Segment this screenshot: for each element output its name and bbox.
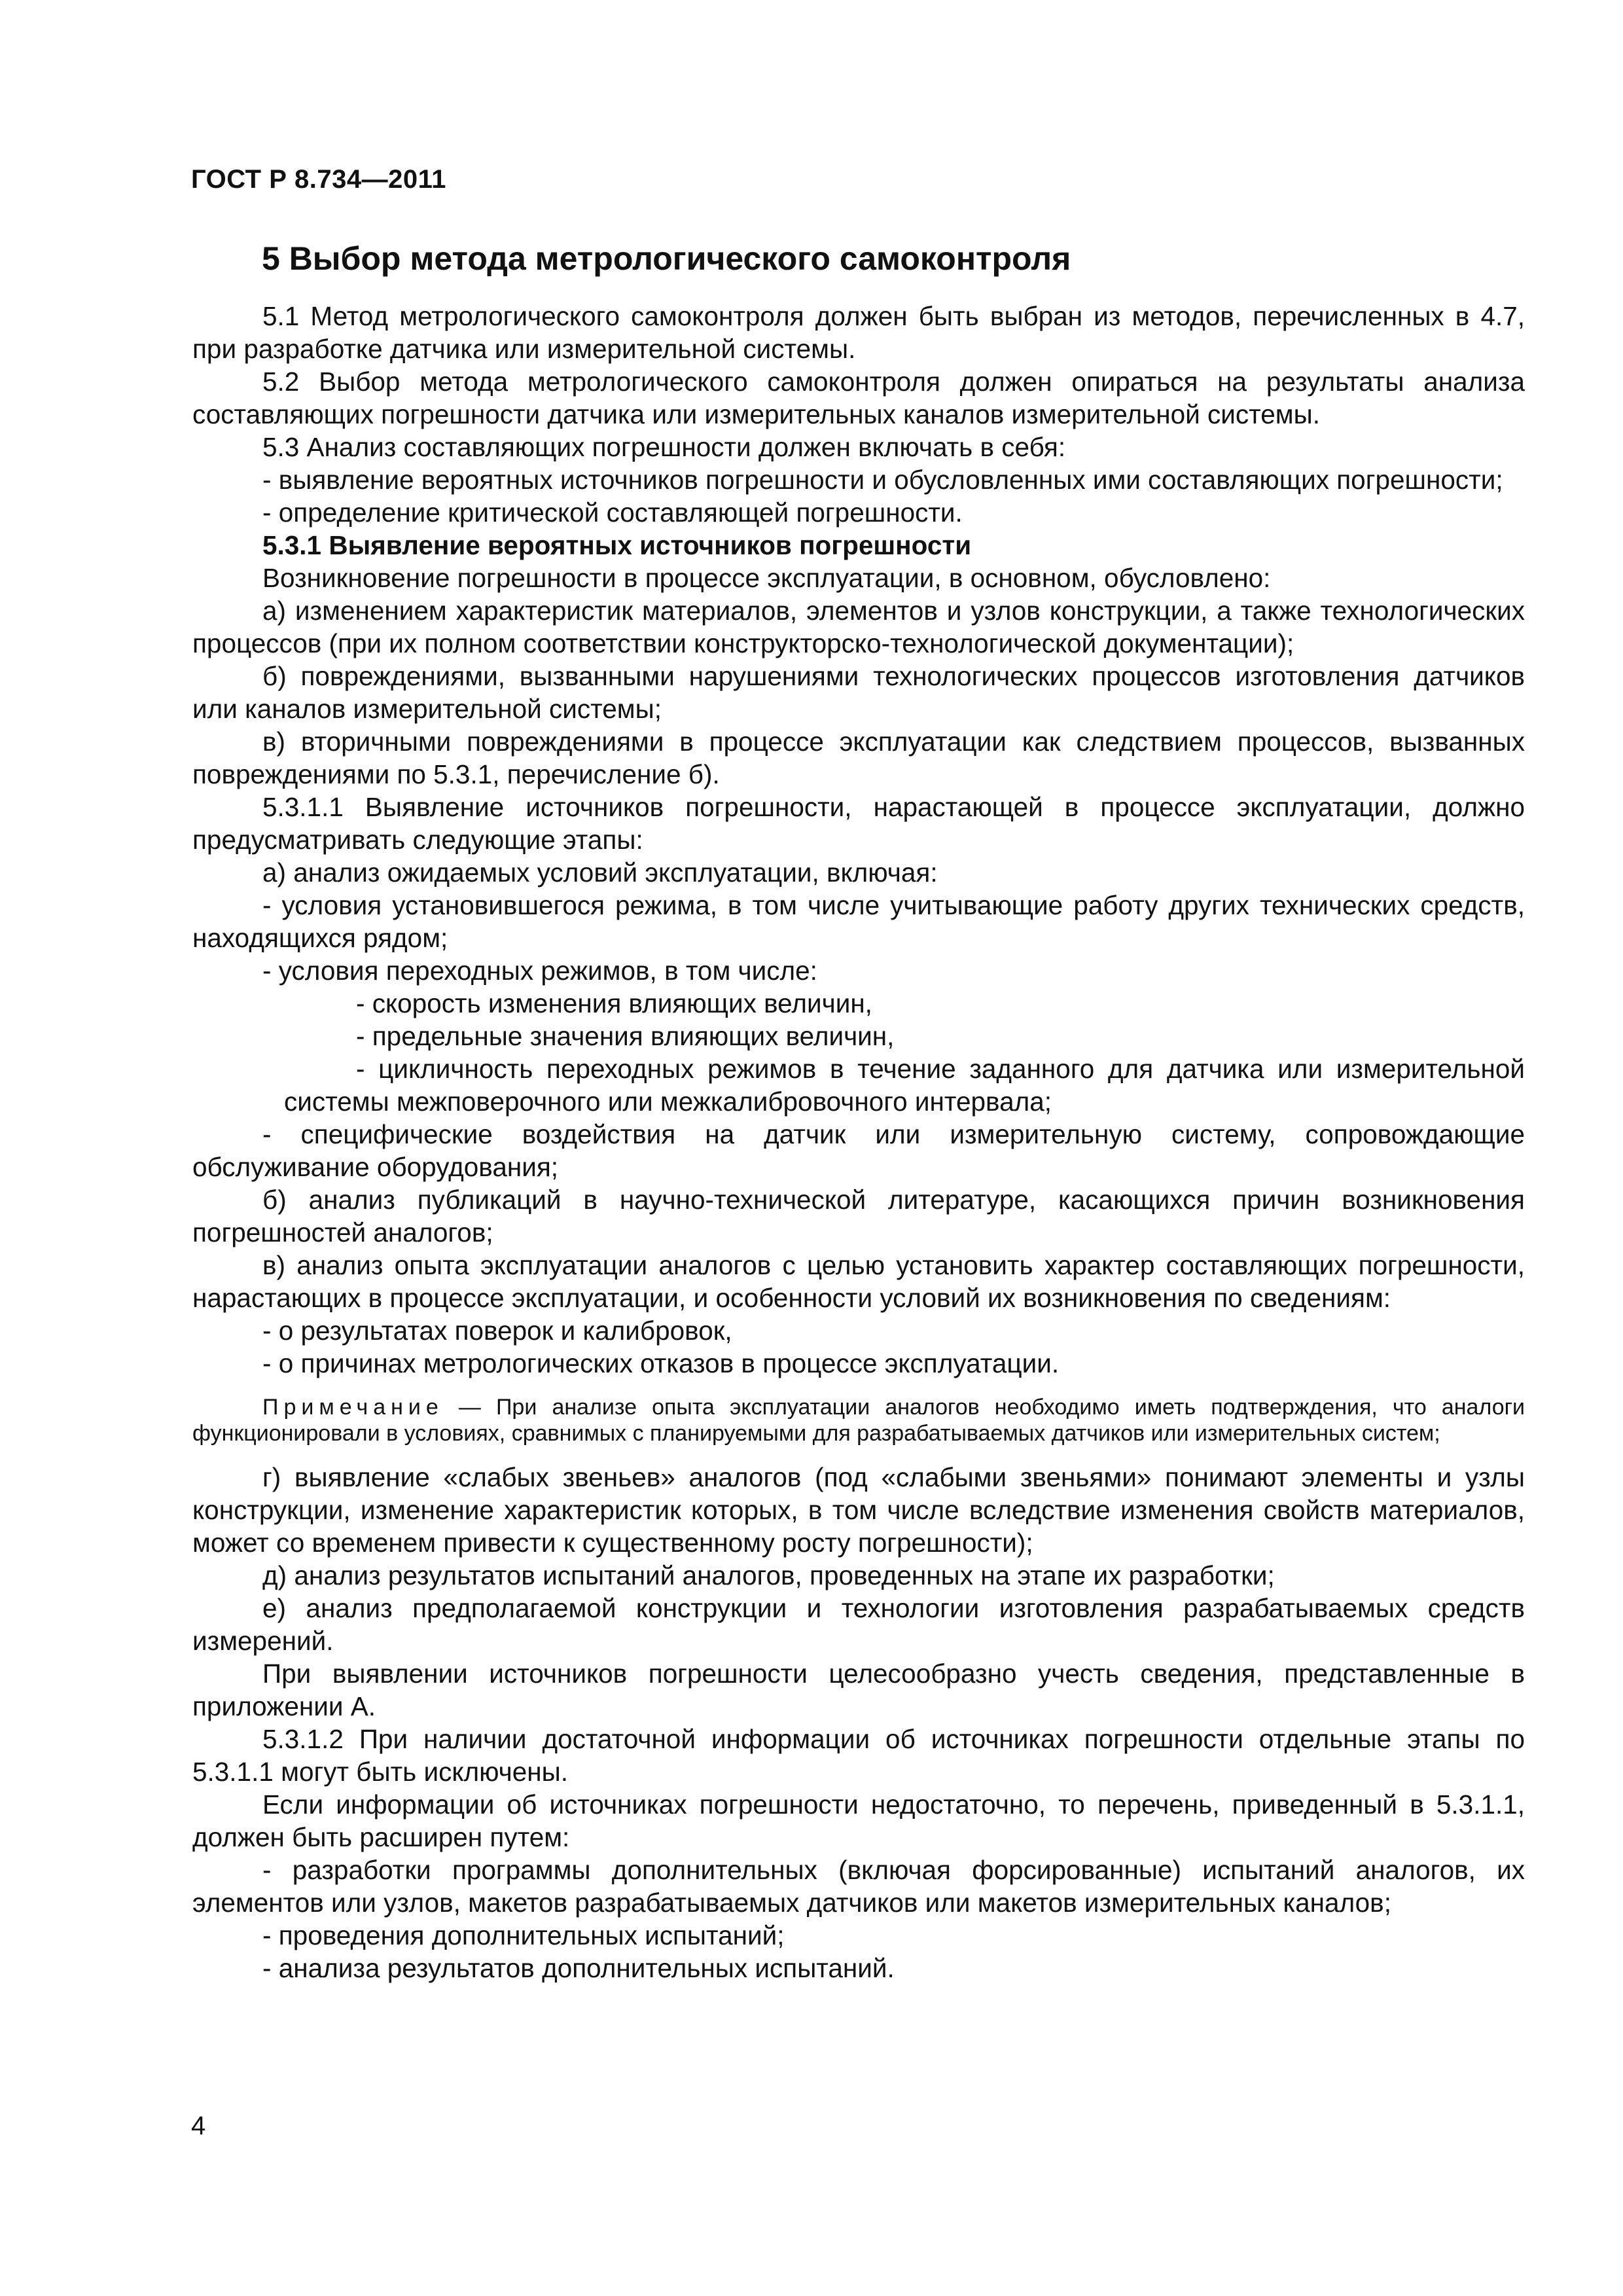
list-item: а) изменением характеристик материалов, элементов и узлов конструкции, а также технологических процессов (при их полном соответствии конструкторско-технологической документации); (192, 596, 1525, 658)
list-item: а) анализ ожидаемых условий эксплуатации, включая: (262, 857, 938, 888)
page-number: 4 (191, 2111, 206, 2140)
section-title: 5 Выбор метода метрологического самоконтроля (262, 240, 1071, 277)
paragraph-5-3: 5.3 Анализ составляющих погрешности должен включать в себя: (262, 432, 1066, 462)
list-item: г) выявление «слабых звеньев» аналогов (под «слабыми звеньями» понимают элементы и узлы конструкции, изменение характеристик которых, в том числе вследствие изменения свойств материалов, может со временем привести к существенному росту погрешности); (192, 1462, 1525, 1558)
paragraph-5-2: 5.2 Выбор метода метрологического самоконтроля должен опираться на результаты анализа составляющих погрешности датчика или измерительных каналов измерительной системы. (192, 367, 1525, 429)
list-item: е) анализ предполагаемой конструкции и технологии изготовления разрабатываемых средств измерений. (192, 1593, 1525, 1656)
list-item: - о причинах метрологических отказов в процессе эксплуатации. (262, 1348, 1060, 1378)
paragraph-5-3-1-2: 5.3.1.2 При наличии достаточной информации об источниках погрешности отдельные этапы по 5.3.1.1 могут быть исключены. (192, 1724, 1525, 1787)
list-item: - специфические воздействия на датчик или измерительную систему, сопровождающие обслуживание оборудования; (192, 1119, 1525, 1182)
paragraph-5-3-1-intro: Возникновение погрешности в процессе эксплуатации, в основном, обусловлено: (262, 563, 1271, 593)
list-item: - проведения дополнительных испытаний; (262, 1920, 785, 1950)
list-item: б) анализ публикаций в научно-технической литературе, касающихся причин возникновения погрешностей аналогов; (192, 1185, 1525, 1247)
list-item: - условия переходных режимов, в том числе: (262, 956, 817, 986)
list-item: - предельные значения влияющих величин, (356, 1021, 895, 1051)
paragraph-5-3-1-2-extension: Если информации об источниках погрешности недостаточно, то перечень, приведенный в 5.3.1.1, должен быть расширен путем: (192, 1789, 1525, 1852)
list-item: в) анализ опыта эксплуатации аналогов с целью установить характер составляющих погрешности, нарастающих в процессе эксплуатации, и особенности условий их возникновения по сведениям: (192, 1250, 1525, 1313)
list-item: б) повреждениями, вызванными нарушениями технологических процессов изготовления датчиков или каналов измерительной системы; (192, 661, 1525, 724)
list-item: д) анализ результатов испытаний аналогов, проведенных на этапе их разработки; (262, 1560, 1275, 1590)
list-item: - скорость изменения влияющих величин, (356, 988, 872, 1018)
list-item: - о результатах поверок и калибровок, (262, 1316, 732, 1346)
list-item: - анализа результатов дополнительных испытаний. (262, 1953, 895, 1983)
note-text: — При анализе опыта эксплуатации аналогов необходимо иметь подтверждения, что аналоги функционировали в условиях, сравнимых с планируемыми для разрабатываемых датчиков или измерительных систем; (192, 1395, 1525, 1446)
list-item: - цикличность переходных режимов в течение заданного для датчика или измерительной системы межповерочного или межкалибровочного интервала; (284, 1054, 1525, 1117)
subsection-title-5-3-1: 5.3.1 Выявление вероятных источников погрешности (262, 530, 972, 560)
list-item: в) вторичными повреждениями в процессе эксплуатации как следствием процессов, вызванных повреждениями по 5.3.1, перечисление б). (192, 726, 1525, 789)
document-body (192, 300, 1525, 1984)
list-item: - определение критической составляющей погрешности. (262, 497, 963, 528)
list-item: - выявление вероятных источников погрешности и обусловленных ими составляющих погрешности; (262, 465, 1503, 495)
note-label: Примечание (262, 1395, 444, 1420)
list-item: - разработки программы дополнительных (включая форсированные) испытаний аналогов, их элементов или узлов, макетов разрабатываемых датчиков или макетов измерительных каналов; (192, 1855, 1525, 1918)
paragraph-5-3-1-1-end: При выявлении источников погрешности целесообразно учесть сведения, представленные в приложении А. (192, 1659, 1525, 1721)
list-item: - условия установившегося режима, в том числе учитывающие работу других технических средств, находящихся рядом; (192, 890, 1525, 953)
paragraph-5-3-1-1: 5.3.1.1 Выявление источников погрешности, нарастающей в процессе эксплуатации, должно предусматривать следующие этапы: (192, 792, 1525, 855)
paragraph-5-1: 5.1 Метод метрологического самоконтроля должен быть выбран из методов, перечисленных в 4.7, при разработке датчика или измерительной системы. (192, 301, 1525, 364)
note (192, 1394, 1525, 1446)
document-header: ГОСТ Р 8.734—2011 (191, 165, 446, 194)
